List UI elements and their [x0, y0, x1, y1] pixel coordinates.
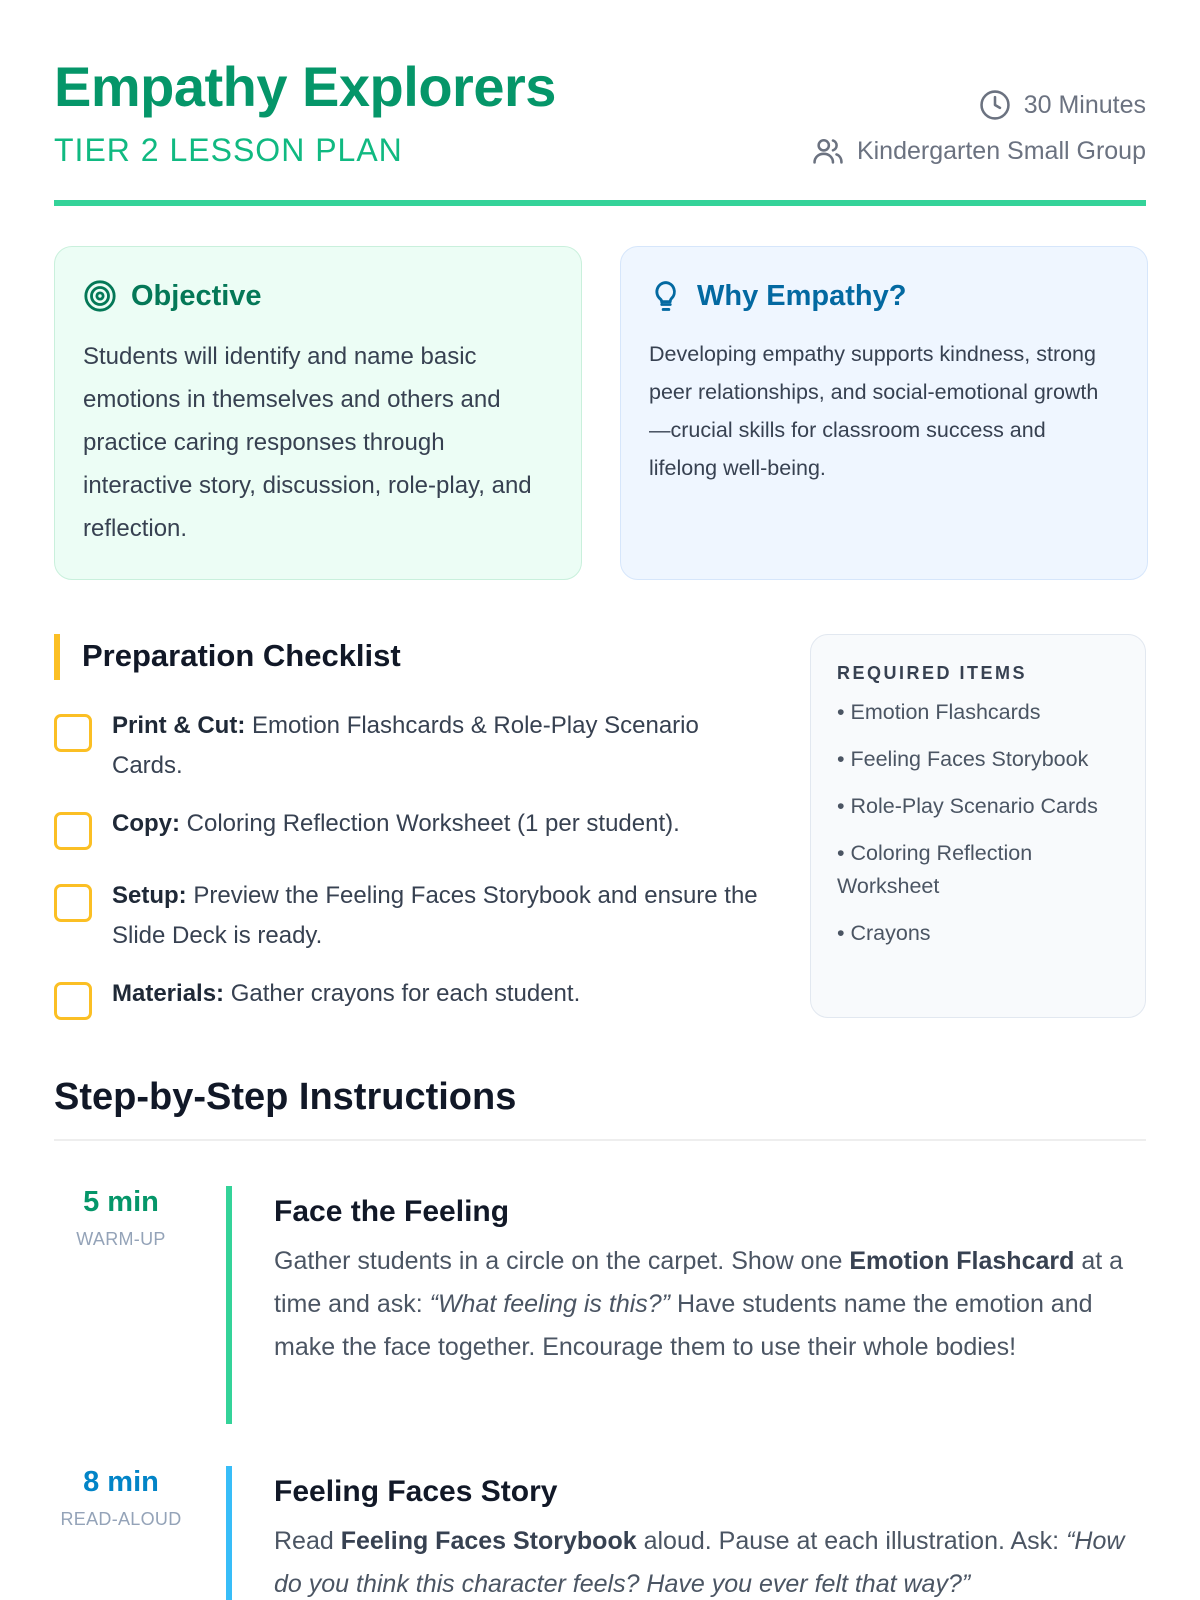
step-text-italic: “How do you think this character feels? Have you ever felt that way?”	[274, 1527, 1125, 1598]
checklist-item	[54, 804, 774, 850]
checklist-item-label: Print & Cut:	[112, 712, 246, 739]
lightbulb-icon	[649, 279, 683, 313]
step-body	[274, 1520, 1146, 1600]
checklist-item-text	[112, 876, 774, 956]
lesson-plan-page	[54, 0, 1146, 1600]
objective-card	[54, 246, 582, 580]
checklist-item-detail: Emotion Flashcards & Role-Play Scenario Cards.	[112, 712, 699, 779]
step-title: Face the Feeling	[274, 1195, 510, 1228]
step-body	[274, 1240, 1146, 1369]
checklist-item-text	[112, 804, 680, 850]
step-text: Read	[274, 1527, 341, 1555]
required-items-panel	[810, 634, 1146, 1018]
required-item: • Emotion Flashcards	[837, 700, 1041, 724]
why-title: Why Empathy?	[697, 279, 907, 312]
checklist-title: Preparation Checklist	[54, 634, 401, 680]
required-items-title: REQUIRED ITEMS	[837, 663, 1028, 683]
step-bar	[226, 1466, 232, 1600]
checklist-item	[54, 974, 774, 1020]
step-duration: 5 min	[83, 1186, 159, 1218]
required-items-list	[837, 696, 1119, 950]
group-meta	[811, 134, 1146, 168]
step-tag: READ-ALOUD	[60, 1509, 182, 1529]
step-content	[274, 1470, 1146, 1600]
objective-heading	[83, 279, 553, 313]
required-item: • Coloring Reflection Worksheet	[837, 841, 1033, 898]
checklist-item-text	[112, 706, 774, 786]
checklist-item	[54, 706, 774, 786]
duration-text: 30 Minutes	[1023, 90, 1146, 119]
step-text-bold: Feeling Faces Storybook	[340, 1527, 637, 1555]
step-bar	[226, 1186, 232, 1424]
checklist-item-text	[112, 974, 580, 1020]
checklist-item-detail: Gather crayons for each student.	[224, 980, 581, 1007]
page-subtitle: TIER 2 LESSON PLAN	[54, 132, 403, 168]
checklist-item	[54, 876, 774, 956]
required-item: • Feeling Faces Storybook	[837, 747, 1089, 771]
step-time	[54, 1186, 188, 1250]
checklist-item-label: Copy:	[112, 810, 180, 837]
checklist-item-detail: Preview the Feeling Faces Storybook and ensure the Slide Deck is ready.	[112, 882, 758, 949]
objective-text: Students will identify and name basic emotions in themselves and others and practice caring responses through interactive story, discussion, role-play, and reflection.	[83, 343, 532, 542]
why-empathy-card	[620, 246, 1148, 580]
checklist	[54, 706, 774, 1020]
checklist-item-detail: Coloring Reflection Worksheet (1 per student).	[180, 810, 680, 837]
checkbox[interactable]	[54, 982, 92, 1020]
checkbox[interactable]	[54, 812, 92, 850]
steps-title: Step-by-Step Instructions	[54, 1076, 1146, 1141]
required-item: • Role-Play Scenario Cards	[837, 794, 1098, 818]
step-text: aloud. Pause at each illustration. Ask:	[636, 1527, 1067, 1555]
checkbox[interactable]	[54, 714, 92, 752]
group-text: Kindergarten Small Group	[856, 136, 1146, 165]
step-tag: WARM-UP	[76, 1229, 166, 1249]
step-text-italic: “What feeling is this?”	[429, 1290, 671, 1318]
step-text: Have students name the emotion and make the face together. Encourage them to use their whole bodies!	[274, 1290, 1093, 1361]
duration-meta	[978, 88, 1146, 122]
step-content	[274, 1190, 1146, 1369]
step-title: Feeling Faces Story	[274, 1475, 558, 1508]
objective-title: Objective	[131, 279, 262, 312]
step-text: at a time and ask:	[274, 1247, 1124, 1318]
page-title: Empathy Explorers	[54, 55, 556, 118]
step-time	[54, 1466, 188, 1530]
lesson-header	[54, 54, 1146, 206]
step-text: Gather students in a circle on the carpet. Show one	[274, 1247, 850, 1275]
step-text-bold: Emotion Flashcard	[849, 1247, 1075, 1275]
checklist-item-label: Setup:	[112, 882, 187, 909]
checklist-item-label: Materials:	[112, 980, 225, 1007]
clock-icon	[978, 88, 1012, 122]
required-item: • Crayons	[837, 921, 931, 945]
why-text: Developing empathy supports kindness, strong peer relationships, and social-emotional growth—crucial skills for classroom success and lifelong well-being.	[649, 342, 1099, 480]
target-icon	[83, 279, 117, 313]
checkbox[interactable]	[54, 884, 92, 922]
step-duration: 8 min	[83, 1466, 159, 1498]
why-heading	[649, 279, 1119, 313]
users-icon	[811, 134, 845, 168]
